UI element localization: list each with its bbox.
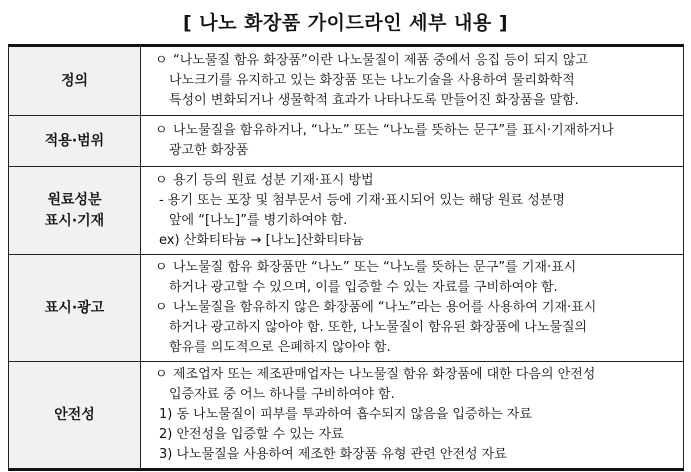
table-row-definition xyxy=(9,46,684,116)
content-line: 입증자료 중 어느 하나를 구비하여야 함. xyxy=(169,387,395,402)
content-line xyxy=(155,258,675,278)
row-content-ingredient-labeling xyxy=(141,167,684,255)
bullet-marker: ㅇ xyxy=(155,123,168,138)
content-text: 나노물질 함유 화장품만 “나노” 또는 “나노를 뜻하는 문구”를 기재·표시 xyxy=(173,260,577,275)
content-line: 함유를 의도적으로 은폐하지 않아야 함. xyxy=(169,340,391,355)
content-text: “나노물질 함유 화장품”이란 나노물질이 제품 중에서 응집 등이 되지 않고 xyxy=(173,53,588,68)
content-line: 하거나 광고할 수 있으며, 이를 입증할 수 있는 자료를 구비하여야 함. xyxy=(169,280,558,295)
label-line: 표시·기재 xyxy=(44,212,105,229)
content-line xyxy=(155,298,675,318)
table-row-advertising xyxy=(9,255,684,362)
row-content-scope xyxy=(141,116,684,167)
content-line: 광고한 화장품 xyxy=(169,143,249,158)
row-content-safety xyxy=(141,362,684,470)
row-label-definition: 정의 xyxy=(9,46,141,116)
label-line: 원료성분 xyxy=(47,191,102,208)
content-line: 특성이 변화되거나 생물학적 효과가 나타나도록 만들어진 화장품을 말함. xyxy=(169,93,579,108)
content-text: 용기 등의 원료 성분 기재·표시 방법 xyxy=(173,172,374,188)
content-line xyxy=(155,121,675,141)
bullet-marker: ㅇ xyxy=(155,260,168,275)
content-line: 3) 나노물질을 사용하여 제조한 화장품 유형 관련 안전성 자료 xyxy=(159,447,507,462)
bullet-marker: ㅇ xyxy=(155,172,168,188)
content-line xyxy=(155,365,675,385)
row-content-definition xyxy=(141,46,684,116)
table-row-ingredient-labeling xyxy=(9,167,684,255)
row-content-advertising xyxy=(141,255,684,362)
content-line: 1) 동 나노물질이 피부를 투과하여 흡수되지 않음을 입증하는 자료 xyxy=(159,407,532,422)
page-title: [ 나노 화장품 가이드라인 세부 내용 ] xyxy=(182,12,508,34)
row-label-advertising: 표시·광고 xyxy=(9,255,141,362)
content-text: 나노물질을 함유하거나, “나노” 또는 “나노를 뜻하는 문구”를 표시·기재하거나 xyxy=(173,123,614,138)
table-row-scope xyxy=(9,116,684,167)
row-label-ingredient-labeling xyxy=(9,167,141,255)
content-line: 2) 안전성을 입증할 수 있는 자료 xyxy=(159,427,344,442)
row-label-scope: 적용·범위 xyxy=(9,116,141,167)
bullet-marker: ㅇ xyxy=(155,53,168,68)
content-line: ex) 산화티타늄 → [나노]산화티타늄 xyxy=(159,232,364,248)
content-line xyxy=(155,171,675,191)
content-line: 하거나 광고하지 않아야 함. 또한, 나노물질이 함유된 화장품에 나노물질의 xyxy=(169,320,588,335)
bullet-marker: ㅇ xyxy=(155,300,168,315)
content-line: 나노크기를 유지하고 있는 화장품 또는 나노기술을 사용하여 물리화학적 xyxy=(169,73,575,88)
content-line: - 용기 또는 포장 및 첨부문서 등에 기재·표시되어 있는 해당 원료 성분명 xyxy=(159,192,565,208)
table-row-safety xyxy=(9,362,684,470)
content-line xyxy=(155,51,675,71)
content-line: 앞에 “[나노]”를 병기하여야 함. xyxy=(169,212,348,228)
bullet-marker: ㅇ xyxy=(155,367,168,382)
content-text: 나노물질을 함유하지 않은 화장품에 “나노”라는 용어를 사용하여 기재·표시 xyxy=(173,300,597,315)
guideline-table xyxy=(8,44,684,471)
content-text: 제조업자 또는 제조판매업자는 나노물질 함유 화장품에 대한 다음의 안전성 xyxy=(173,367,596,382)
row-label-safety: 안전성 xyxy=(9,362,141,470)
